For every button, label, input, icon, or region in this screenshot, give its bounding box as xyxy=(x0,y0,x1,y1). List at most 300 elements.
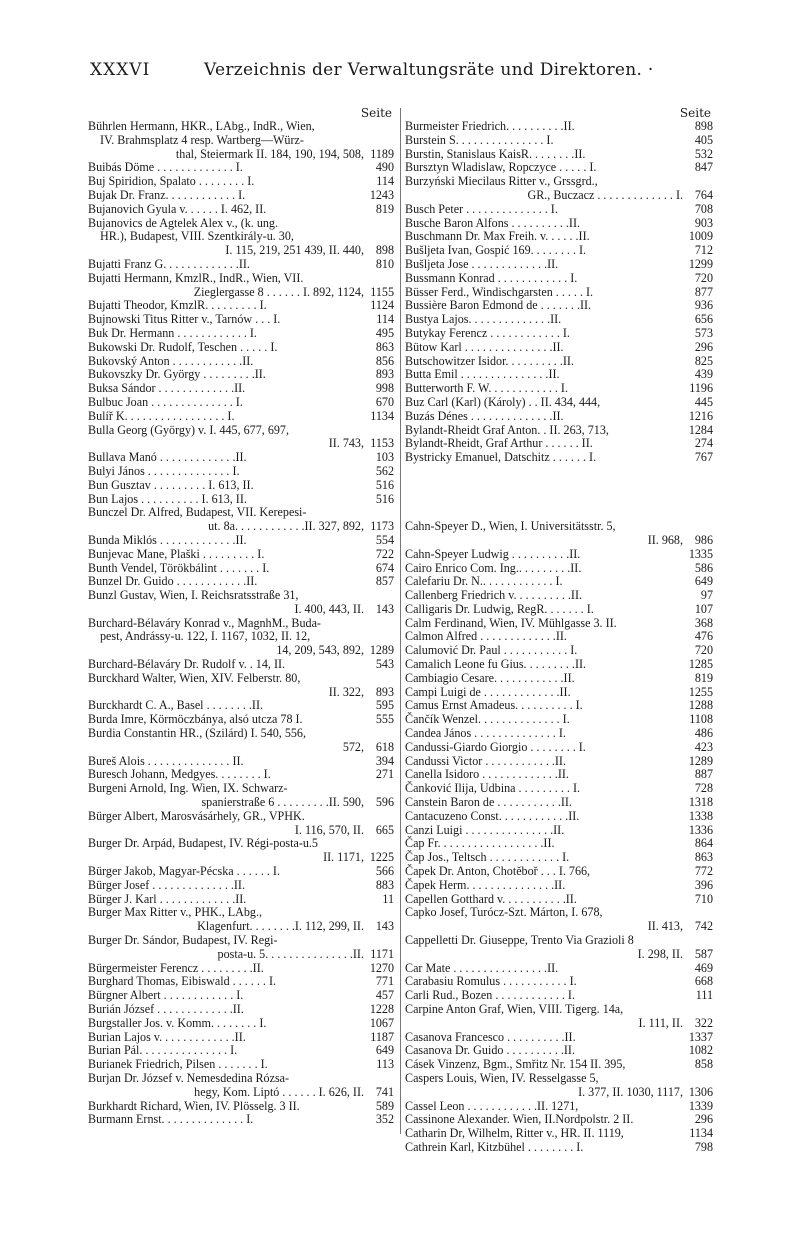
entry-text: Carli Rud., Bozen . . . . . . . . . . . . I. xyxy=(405,988,575,1003)
entry-page-number: 587 xyxy=(694,946,713,961)
entry-text: Cásek Vinzenz, Bgm., Smřitz Nr. 154 II. 395, xyxy=(405,1057,626,1072)
entry-text: Burián József . . . . . . . . . . . . .II. xyxy=(88,1002,244,1016)
entry-page-number: 819 xyxy=(375,201,394,216)
index-entry xyxy=(88,962,394,976)
entry-page-number: 722 xyxy=(375,546,394,561)
index-entry xyxy=(405,989,713,1003)
entry-text: I. 400, 443, II. xyxy=(294,601,364,616)
index-entry xyxy=(88,506,394,520)
entry-page-number: 486 xyxy=(694,726,713,741)
entry-text: Bystricky Emanuel, Datschitz . . . . . . I. xyxy=(405,450,597,465)
index-entry xyxy=(88,755,394,769)
index-entry-continuation xyxy=(88,520,394,534)
index-entry xyxy=(88,1058,394,1072)
entry-text: Burstin, Stanislaus KaisR. . . . . . . .II. xyxy=(405,146,586,161)
index-entry-continuation xyxy=(88,630,394,644)
index-entry xyxy=(88,368,394,382)
index-entry xyxy=(405,713,713,727)
entry-text: Burstein S. . . . . . . . . . . . . . . I. xyxy=(405,132,554,147)
entry-page-number: 1216 xyxy=(688,408,713,423)
index-entry xyxy=(405,824,713,838)
entry-text: Bunda Miklós . . . . . . . . . . . . .II. xyxy=(88,532,247,547)
index-entry xyxy=(405,175,713,189)
index-entry xyxy=(88,424,394,438)
entry-text: Cahn-Speyer D., Wien, I. Universitätsstr. 5, xyxy=(405,519,616,534)
entry-text: Bukowski Dr. Rudolf, Teschen . . . . . I. xyxy=(88,339,278,354)
entry-page-number: 847 xyxy=(694,160,713,175)
entry-page-number: 825 xyxy=(694,353,713,368)
entry-text: Bührlen Hermann, HKR., LAbg., IndR., Wien, xyxy=(88,119,315,133)
entry-page-number: 394 xyxy=(375,753,394,768)
entry-page-number: 618 xyxy=(375,739,394,754)
entry-page-number: 1299 xyxy=(688,256,713,271)
entry-text: Burmeister Friedrich. . . . . . . . . .II. xyxy=(405,119,575,133)
entry-page-number: 143 xyxy=(375,919,394,934)
index-entry xyxy=(88,534,394,548)
index-entry xyxy=(405,796,713,810)
entry-page-number: 1153 xyxy=(370,436,394,451)
entry-page-number: 490 xyxy=(375,160,394,175)
entry-text: Büsser Ferd., Windischgarsten . . . . . I. xyxy=(405,284,594,299)
entry-text: Burjan Dr. József v. Nemesdedina Rózsa- xyxy=(88,1070,290,1085)
index-entry xyxy=(88,1003,394,1017)
entry-text: Burianek Friedrich, Pilsen . . . . . . . I. xyxy=(88,1057,268,1072)
index-entry-continuation xyxy=(88,644,394,658)
entry-text: Canstein Baron de . . . . . . . . . . .II. xyxy=(405,795,572,810)
entry-text: Calm Ferdinand, Wien, IV. Mühlgasse 3. II. xyxy=(405,615,617,630)
entry-text: Burzyński Miecilaus Ritter v., Grssgrd., xyxy=(405,174,598,189)
entry-page-number: 107 xyxy=(694,601,713,616)
entry-text: Bunczel Dr. Alfred, Budapest, VII. Kerepesi- xyxy=(88,505,307,520)
entry-text: Bujatti Franz G. . . . . . . . . . . . .II. xyxy=(88,256,250,271)
index-entry xyxy=(88,893,394,907)
entry-page-number: 877 xyxy=(694,284,713,299)
entry-text: hegy, Kom. Liptó . . . . . . I. 626, II. xyxy=(194,1084,364,1099)
index-entry xyxy=(88,299,394,313)
entry-text: Capellen Gotthard v. . . . . . . . . . .II. xyxy=(405,891,577,906)
index-entry xyxy=(405,217,713,231)
entry-page-number: 883 xyxy=(375,877,394,892)
entry-text: Bussmann Konrad . . . . . . . . . . . . I. xyxy=(405,270,578,285)
index-entry xyxy=(405,851,713,865)
entry-page-number: 1285 xyxy=(688,657,713,672)
index-entry xyxy=(405,686,713,700)
index-entry xyxy=(88,272,394,286)
index-entry-continuation xyxy=(405,920,713,934)
entry-page-number: 566 xyxy=(375,864,394,879)
index-entry-continuation xyxy=(88,1086,394,1100)
index-entry-continuation xyxy=(405,1086,713,1100)
entry-text: Burian Pál. . . . . . . . . . . . . . . I. xyxy=(88,1043,238,1058)
entry-page-number: 543 xyxy=(375,657,394,672)
entry-page-number: 1009 xyxy=(688,229,713,244)
entry-page-number: 97 xyxy=(700,588,713,603)
index-entry xyxy=(88,479,394,493)
entry-page-number: 516 xyxy=(375,491,394,506)
index-entry xyxy=(88,589,394,603)
entry-text: Bujatti Hermann, KmzlR., IndR., Wien, VII. xyxy=(88,270,304,285)
entry-page-number: 114 xyxy=(376,174,394,189)
entry-text: Calligaris Dr. Ludwig, RegR. . . . . . . I. xyxy=(405,601,594,616)
index-entry xyxy=(88,327,394,341)
entry-text: Burger Max Ritter v., PHK., LAbg., xyxy=(88,905,263,920)
index-entry xyxy=(88,1100,394,1114)
index-entry xyxy=(88,175,394,189)
entry-text: I. 115, 219, 251 439, II. 440, xyxy=(225,243,364,258)
entry-page-number: 114 xyxy=(376,312,394,327)
entry-text: Bunth Vendel, Törökbálint . . . . . . . I. xyxy=(88,560,270,575)
index-entry xyxy=(88,782,394,796)
entry-page-number: 322 xyxy=(694,1015,713,1030)
entry-text: Bursztyn Wladislaw, Ropczyce . . . . . I. xyxy=(405,160,597,175)
index-entry xyxy=(405,768,713,782)
entry-page-number: 554 xyxy=(375,532,394,547)
entry-text: Burda Imre, Körmöczbánya, alsó utcza 78 I. xyxy=(88,712,303,727)
entry-page-number: 1173 xyxy=(370,519,394,534)
entry-text: Catharin Dr, Wilhelm, Ritter v., HR. II. 1119, xyxy=(405,1126,624,1141)
index-entry xyxy=(405,782,713,796)
index-entry xyxy=(405,1058,713,1072)
entry-text: I. 111, II. xyxy=(638,1015,683,1030)
entry-page-number: 271 xyxy=(375,767,394,782)
index-entry xyxy=(88,189,394,203)
index-entry xyxy=(88,355,394,369)
entry-text: Cairo Enrico Com. Ing.. . . . . . . . .II. xyxy=(405,560,582,575)
entry-page-number: 772 xyxy=(694,864,713,879)
entry-text: Casanova Dr. Guido . . . . . . . . . .II. xyxy=(405,1043,575,1058)
section-gap xyxy=(405,506,713,520)
entry-page-number: 764 xyxy=(694,187,713,202)
index-entry xyxy=(405,1127,713,1141)
index-entry xyxy=(405,148,713,162)
section-gap xyxy=(405,465,713,479)
page-number: XXXVI xyxy=(90,60,151,80)
entry-page-number: 649 xyxy=(694,574,713,589)
index-entry xyxy=(88,879,394,893)
entry-page-number: 903 xyxy=(694,215,713,230)
index-entry-continuation xyxy=(88,437,394,451)
index-entry xyxy=(88,713,394,727)
entry-text: Burghard Thomas, Eibiswald . . . . . . I. xyxy=(88,974,276,989)
index-entry xyxy=(405,893,713,907)
entry-text: Čapek Herm. . . . . . . . . . . . . . .II. xyxy=(405,877,566,892)
entry-text: Bujanovics de Agtelek Alex v., (k. ung. xyxy=(88,215,278,230)
entry-page-number: 741 xyxy=(375,1084,394,1099)
index-entry xyxy=(405,437,713,451)
entry-text: I. 116, 570, II. xyxy=(294,822,364,837)
entry-text: Burgstaller Jos. v. Komm. . . . . . . . I. xyxy=(88,1015,267,1030)
index-entry xyxy=(405,962,713,976)
entry-text: II. 322, xyxy=(328,684,364,699)
entry-text: Cassinone Alexander. Wien, II.Nordpolstr. 2 II. xyxy=(405,1112,634,1127)
index-entry xyxy=(88,989,394,1003)
entry-page-number: 898 xyxy=(375,243,394,258)
entry-page-number: 516 xyxy=(375,477,394,492)
index-entry xyxy=(88,672,394,686)
entry-text: Canella Isidoro . . . . . . . . . . . . .II. xyxy=(405,767,569,782)
entry-text: Butterworth F. W. . . . . . . . . . . . I. xyxy=(405,381,568,396)
entry-text: Butykay Ferencz . . . . . . . . . . . . I. xyxy=(405,325,570,340)
entry-page-number: 670 xyxy=(375,394,394,409)
index-entry xyxy=(88,548,394,562)
entry-text: II. 968, xyxy=(647,532,683,547)
index-entry xyxy=(88,217,394,231)
entry-page-number: 1228 xyxy=(369,1002,394,1016)
entry-text: Bulbuc Joan . . . . . . . . . . . . . . I. xyxy=(88,394,243,409)
entry-text: Bušljeta Ivan, Gospić 169. . . . . . . . I. xyxy=(405,243,587,258)
index-entry xyxy=(405,410,713,424)
entry-page-number: 532 xyxy=(694,146,713,161)
entry-text: Carabasiu Romulus . . . . . . . . . . . I. xyxy=(405,974,577,989)
index-entry-continuation xyxy=(88,244,394,258)
index-entry xyxy=(88,258,394,272)
entry-text: HR.), Budapest, VIII. Szentkirály-u. 30, xyxy=(100,229,294,244)
index-entry xyxy=(405,258,713,272)
entry-page-number: 1270 xyxy=(369,960,394,975)
index-entry xyxy=(405,630,713,644)
index-entry xyxy=(88,768,394,782)
entry-page-number: 457 xyxy=(375,988,394,1003)
entry-page-number: 405 xyxy=(694,132,713,147)
index-entry-continuation xyxy=(88,948,394,962)
entry-page-number: 863 xyxy=(375,339,394,354)
index-entry xyxy=(88,837,394,851)
index-entry xyxy=(88,120,394,134)
entry-page-number: 296 xyxy=(694,1112,713,1127)
entry-page-number: 771 xyxy=(375,974,394,989)
entry-text: Čapek Dr. Anton, Chotěboř . . . I. 766, xyxy=(405,864,591,879)
index-entry xyxy=(88,161,394,175)
index-entry xyxy=(405,934,713,948)
entry-page-number: 1288 xyxy=(688,698,713,713)
entry-page-number: 1284 xyxy=(688,422,713,437)
index-entry-continuation xyxy=(88,286,394,300)
entry-text: Busche Baron Alfons . . . . . . . . . .II. xyxy=(405,215,581,230)
entry-text: Buibás Döme . . . . . . . . . . . . . I. xyxy=(88,160,243,175)
index-entry xyxy=(405,644,713,658)
entry-text: Bun Lajos . . . . . . . . . . I. 613, II. xyxy=(88,491,247,506)
entry-text: Bulíř K. . . . . . . . . . . . . . . . . I. xyxy=(88,408,235,423)
index-entry-continuation xyxy=(88,920,394,934)
entry-page-number: 352 xyxy=(375,1112,394,1127)
entry-text: Candussi-Giardo Giorgio . . . . . . . . I. xyxy=(405,739,586,754)
index-entry-continuation xyxy=(88,603,394,617)
index-entry xyxy=(88,493,394,507)
index-entry xyxy=(88,575,394,589)
index-entry xyxy=(405,382,713,396)
entry-text: Bustya Lajos. . . . . . . . . . . . . .II. xyxy=(405,312,562,327)
entry-page-number: 1243 xyxy=(369,187,394,202)
entry-page-number: 1189 xyxy=(370,146,394,161)
index-entry xyxy=(88,1031,394,1045)
entry-text: Camalich Leone fu Gius. . . . . . . . .II. xyxy=(405,657,587,672)
entry-text: Burger Dr. Arpád, Budapest, IV. Régi-posta-u.5 xyxy=(88,836,318,851)
index-entry xyxy=(405,575,713,589)
index-entry xyxy=(405,272,713,286)
entry-page-number: 742 xyxy=(694,919,713,934)
index-entry-continuation xyxy=(405,189,713,203)
entry-text: Klagenfurt. . . . . . . .I. 112, 299, II. xyxy=(197,919,364,934)
entry-page-number: 495 xyxy=(375,325,394,340)
entry-text: Bulyi János . . . . . . . . . . . . . . I. xyxy=(88,463,240,478)
index-entry xyxy=(88,341,394,355)
index-entry xyxy=(88,382,394,396)
entry-page-number: 103 xyxy=(375,450,394,465)
entry-page-number: 1337 xyxy=(688,1029,713,1044)
index-entry xyxy=(88,203,394,217)
entry-text: Burkhardt Richard, Wien, IV. Plösselg. 3 II. xyxy=(88,1098,300,1113)
entry-text: Bürgner Albert . . . . . . . . . . . . I. xyxy=(88,988,244,1003)
entry-text: Buschmann Dr. Max Freih. v. . . . . .II. xyxy=(405,229,590,244)
entry-page-number: 1082 xyxy=(688,1043,713,1058)
index-entry xyxy=(405,879,713,893)
index-entry xyxy=(88,1113,394,1127)
entry-text: Bukovszky Dr. György . . . . . . . . .II. xyxy=(88,367,266,382)
index-entry xyxy=(405,548,713,562)
entry-text: Bunjevac Mane, Plaški . . . . . . . . . I. xyxy=(88,546,265,561)
index-entry xyxy=(405,837,713,851)
entry-text: Bürgermeister Ferencz . . . . . . . . .II. xyxy=(88,960,264,975)
entry-page-number: 649 xyxy=(375,1043,394,1058)
entry-page-number: 445 xyxy=(694,394,713,409)
entry-page-number: 863 xyxy=(694,850,713,865)
entry-text: Callenberg Friedrich v. . . . . . . . . .II. xyxy=(405,588,583,603)
entry-text: Burckhardt C. A., Basel . . . . . . . .II. xyxy=(88,698,263,713)
index-entry xyxy=(405,562,713,576)
entry-page-number: 596 xyxy=(375,795,394,810)
index-entry xyxy=(405,906,713,920)
entry-page-number: 893 xyxy=(375,367,394,382)
entry-page-number: 423 xyxy=(694,739,713,754)
entry-page-number: 864 xyxy=(694,836,713,851)
entry-text: Cahn-Speyer Ludwig . . . . . . . . . .II. xyxy=(405,546,581,561)
entry-page-number: 986 xyxy=(694,532,713,547)
entry-text: Bušljeta Jose . . . . . . . . . . . . .II. xyxy=(405,256,559,271)
entry-page-number: 858 xyxy=(694,1057,713,1072)
entry-text: Bürger Jakob, Magyar-Pécska . . . . . . I. xyxy=(88,864,280,879)
entry-text: Butta Emil . . . . . . . . . . . . . . .II. xyxy=(405,367,560,382)
entry-text: Čančík Wenzel. . . . . . . . . . . . . . I. xyxy=(405,712,570,727)
entry-page-number: 1108 xyxy=(689,712,713,727)
index-entry xyxy=(405,1100,713,1114)
entry-text: Bureš Alois . . . . . . . . . . . . . . II. xyxy=(88,753,244,768)
entry-text: Buzás Dénes . . . . . . . . . . . . . .II. xyxy=(405,408,564,423)
index-entry xyxy=(405,120,713,134)
entry-page-number: 368 xyxy=(694,615,713,630)
entry-page-number: 998 xyxy=(375,381,394,396)
entry-page-number: 1171 xyxy=(370,946,394,961)
left-column xyxy=(88,106,394,1127)
entry-text: Bürger Josef . . . . . . . . . . . . . .II. xyxy=(88,877,245,892)
entry-text: IV. Brahmsplatz 4 resp. Wartberg—Würz- xyxy=(100,132,304,147)
index-entry xyxy=(405,451,713,465)
entry-page-number: 665 xyxy=(375,822,394,837)
entry-text: Čap Fr. . . . . . . . . . . . . . . . . .II. xyxy=(405,836,555,851)
entry-text: Buj Spiridion, Spalato . . . . . . . . I. xyxy=(88,174,255,189)
entry-text: Burdia Constantin HR., (Szilárd) I. 540, 556, xyxy=(88,726,307,741)
index-entry xyxy=(405,617,713,631)
entry-text: Bukovský Anton . . . . . . . . . . . .II. xyxy=(88,353,254,368)
entry-page-number: 1196 xyxy=(689,381,713,396)
index-entry-continuation xyxy=(88,230,394,244)
entry-text: Buz Carl (Karl) (Károly) . . II. 434, 444, xyxy=(405,394,601,409)
index-entry xyxy=(405,741,713,755)
entry-page-number: 143 xyxy=(375,601,394,616)
index-entry-continuation xyxy=(88,148,394,162)
entry-text: Candea János . . . . . . . . . . . . . . I. xyxy=(405,726,566,741)
entry-text: Camus Ernst Amadeus. . . . . . . . . . I. xyxy=(405,698,583,713)
entry-text: Buksa Sándor . . . . . . . . . . . . .II. xyxy=(88,381,246,396)
index-entry xyxy=(88,934,394,948)
entry-page-number: 1134 xyxy=(370,408,394,423)
index-entry xyxy=(405,341,713,355)
entry-page-number: 1318 xyxy=(688,795,713,810)
index-entry-continuation xyxy=(88,796,394,810)
entry-page-number: 1155 xyxy=(370,284,394,299)
entry-text: II. 413, xyxy=(647,919,683,934)
entry-page-number: 856 xyxy=(375,353,394,368)
page-header xyxy=(90,60,710,84)
entry-text: Canzi Luigi . . . . . . . . . . . . . . .II. xyxy=(405,822,565,837)
entry-text: Bussière Baron Edmond de . . . . . . .II. xyxy=(405,298,592,313)
entry-text: Cassel Leon . . . . . . . . . . . .II. 1271, xyxy=(405,1098,579,1113)
entry-text: Carpine Anton Graf, Wien, VIII. Tigerg. 14a, xyxy=(405,1002,624,1016)
index-entry xyxy=(405,975,713,989)
index-entry xyxy=(88,1044,394,1058)
entry-page-number: 274 xyxy=(694,436,713,451)
entry-page-number: 798 xyxy=(694,1139,713,1154)
index-entry xyxy=(405,299,713,313)
index-entry xyxy=(405,396,713,410)
column-divider xyxy=(400,108,401,1134)
entry-page-number: 111 xyxy=(695,988,713,1003)
index-entry xyxy=(405,203,713,217)
entry-page-number: 857 xyxy=(375,574,394,589)
entry-page-number: 1187 xyxy=(370,1029,394,1044)
index-entry xyxy=(405,810,713,824)
index-entry xyxy=(405,313,713,327)
index-entry xyxy=(88,1017,394,1031)
section-gap xyxy=(405,493,713,507)
entry-text: Buk Dr. Hermann . . . . . . . . . . . . I. xyxy=(88,325,257,340)
index-entry xyxy=(405,1044,713,1058)
index-entry xyxy=(405,1141,713,1155)
entry-page-number: 589 xyxy=(375,1098,394,1113)
entry-text: Burger Dr. Sándor, Budapest, IV. Regi- xyxy=(88,933,278,948)
index-entry xyxy=(405,1003,713,1017)
entry-text: I. 298, II. xyxy=(637,946,683,961)
entry-page-number: 1339 xyxy=(688,1098,713,1113)
index-entry xyxy=(405,603,713,617)
entry-page-number: 1134 xyxy=(689,1126,713,1141)
entry-text: II. 1171, xyxy=(323,850,364,865)
index-entry xyxy=(88,727,394,741)
entry-page-number: 1255 xyxy=(688,684,713,699)
entry-page-number: 439 xyxy=(694,367,713,382)
entry-page-number: 586 xyxy=(694,560,713,575)
index-entry xyxy=(405,699,713,713)
entry-page-number: 708 xyxy=(694,201,713,216)
entry-page-number: 712 xyxy=(694,243,713,258)
entry-page-number: 674 xyxy=(375,560,394,575)
entry-page-number: 668 xyxy=(694,974,713,989)
index-entry xyxy=(405,244,713,258)
entry-text: pest, Andrássy-u. 122, I. 1167, 1032, II. 12, xyxy=(100,629,311,644)
entry-page-number: 476 xyxy=(694,629,713,644)
index-entry xyxy=(88,1072,394,1086)
entry-page-number: 893 xyxy=(375,684,394,699)
index-entry xyxy=(405,424,713,438)
